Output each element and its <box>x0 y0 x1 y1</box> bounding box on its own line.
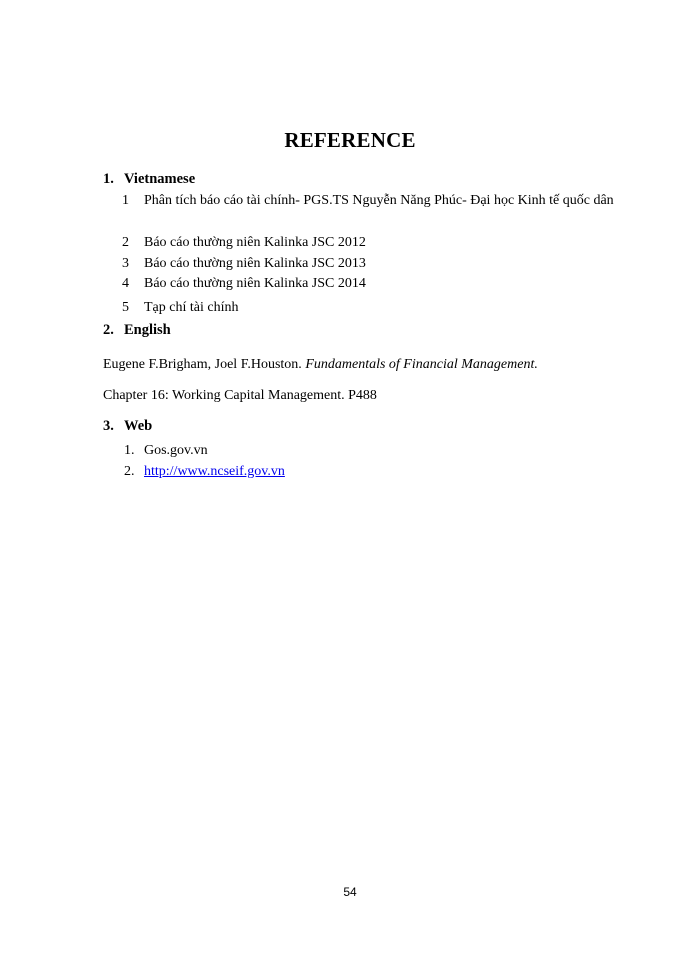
list-item-text: Báo cáo thường niên Kalinka JSC 2012 <box>144 235 366 250</box>
section-title: Web <box>124 418 153 434</box>
web-link[interactable]: http://www.ncseif.gov.vn <box>144 464 285 479</box>
list-item-text: Báo cáo thường niên Kalinka JSC 2014 <box>144 276 366 291</box>
list-item-number: 3 <box>122 256 129 271</box>
list-item-number: 1. <box>124 443 135 458</box>
page-title: REFERENCE <box>284 128 416 152</box>
page-number: 54 <box>343 885 357 899</box>
citation-book-title: Fundamentals of Financial Management. <box>305 357 538 372</box>
list-item-number: 2 <box>122 235 129 250</box>
list-item <box>124 464 285 480</box>
citation-authors: Eugene F.Brigham, Joel F.Houston. <box>103 357 306 372</box>
list-item-number: 2. <box>124 464 135 479</box>
list-item-text: Tạp chí tài chính <box>144 300 239 315</box>
section-number: 3. <box>103 418 114 434</box>
reference-citation <box>103 357 538 373</box>
section-title: English <box>124 322 171 338</box>
section-title: Vietnamese <box>124 171 196 187</box>
section-heading-vietnamese <box>103 171 195 188</box>
list-item <box>124 443 208 459</box>
section-heading-english <box>103 322 171 339</box>
list-item-number: 4 <box>122 276 129 291</box>
reference-chapter: Chapter 16: Working Capital Management. P488 <box>103 388 377 403</box>
list-item-number: 1 <box>122 193 129 208</box>
list-item-text: Báo cáo thường niên Kalinka JSC 2013 <box>144 256 366 271</box>
list-item-number: 5 <box>122 300 129 315</box>
section-heading-web <box>103 418 152 435</box>
section-number: 1. <box>103 171 114 187</box>
list-item-text: Gos.gov.vn <box>144 443 208 458</box>
list-item-text: Phân tích báo cáo tài chính- PGS.TS Nguyễn Năng Phúc- Đại học Kinh tế quốc dân <box>144 193 614 208</box>
section-number: 2. <box>103 322 114 338</box>
